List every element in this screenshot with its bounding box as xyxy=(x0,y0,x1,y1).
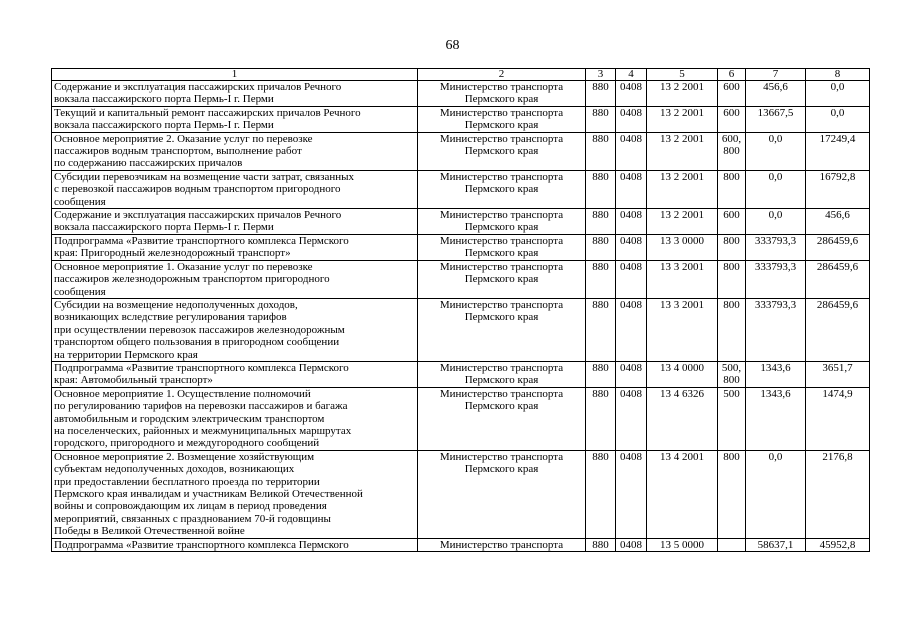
admin-code-cell: 880 xyxy=(586,361,616,387)
amount-year2-cell: 3651,7 xyxy=(806,361,870,387)
amount-year1-cell: 333793,3 xyxy=(746,260,806,298)
item-name-cell xyxy=(52,450,418,538)
table-row xyxy=(52,260,870,298)
table-row xyxy=(52,298,870,361)
item-name-cell xyxy=(52,132,418,170)
expense-type-cell-line: 600 xyxy=(723,81,740,93)
department-cell-line: Пермского края xyxy=(464,400,539,413)
item-name-cell-line: автомобильным и городским электрическим транспортом xyxy=(54,412,325,425)
table-row xyxy=(52,81,870,107)
expense-type-cell-line: 600, xyxy=(721,132,742,145)
table-row xyxy=(52,538,870,551)
amount-year1-cell: 1343,6 xyxy=(746,361,806,387)
department-cell xyxy=(418,234,586,260)
section-code-cell: 0408 xyxy=(616,450,647,538)
department-cell-line: Министерство транспорта xyxy=(439,81,564,93)
header-cell: 2 xyxy=(418,69,586,81)
item-name-cell-line: Победы в Великой Отечественной войне xyxy=(54,525,245,538)
expense-type-cell-line: 800 xyxy=(723,298,740,311)
department-cell xyxy=(418,106,586,132)
section-code-cell: 0408 xyxy=(616,170,647,208)
item-name-cell xyxy=(52,106,418,132)
section-code-cell: 0408 xyxy=(616,538,647,551)
item-name-cell-line: Субсидии на возмещение недополученных доходов, xyxy=(54,298,298,311)
header-cell: 5 xyxy=(647,69,718,81)
item-name-cell-line: вокзала пассажирского порта Пермь-I г. Перми xyxy=(54,93,274,106)
item-name-cell-line: транспортом общего пользования в пригородном сообщении xyxy=(54,336,340,349)
item-name-cell xyxy=(52,170,418,208)
amount-year1-cell: 0,0 xyxy=(746,132,806,170)
department-cell-line: Пермского края xyxy=(464,183,539,196)
table-row xyxy=(52,132,870,170)
expense-type-cell-line: 600 xyxy=(723,209,740,222)
item-name-cell-line: Основное мероприятие 1. Оказание услуг по перевозке xyxy=(54,260,313,273)
item-name-cell-line: по содержанию пассажирских причалов xyxy=(54,157,243,170)
admin-code-cell: 880 xyxy=(586,132,616,170)
admin-code-cell: 880 xyxy=(586,106,616,132)
amount-year1-cell: 58637,1 xyxy=(746,538,806,551)
amount-year2-cell: 286459,6 xyxy=(806,260,870,298)
admin-code-cell: 880 xyxy=(586,234,616,260)
amount-year1-cell: 456,6 xyxy=(746,81,806,107)
admin-code-cell: 880 xyxy=(586,170,616,208)
department-cell-line: Пермского края xyxy=(464,221,539,234)
amount-year2-cell: 17249,4 xyxy=(806,132,870,170)
expense-type-cell-line: 500, xyxy=(721,361,742,374)
item-name-cell-line: при осуществлении перевозок пассажиров железнодорожным xyxy=(54,323,345,336)
item-name-cell-line: мероприятий, связанных с празднованием 70-й годовщины xyxy=(54,512,331,525)
target-code-cell: 13 2 2001 xyxy=(647,106,718,132)
amount-year2-cell: 1474,9 xyxy=(806,387,870,450)
target-code-cell: 13 5 0000 xyxy=(647,538,718,551)
item-name-cell-line: вокзала пассажирского порта Пермь-I г. Перми xyxy=(54,221,274,234)
expense-type-cell xyxy=(718,209,746,235)
item-name-cell-line: возникающих вследствие регулирования тарифов xyxy=(54,311,287,324)
department-cell-line: Пермского края xyxy=(464,463,539,476)
expense-type-cell xyxy=(718,81,746,107)
amount-year1-cell: 0,0 xyxy=(746,450,806,538)
item-name-cell-line: Основное мероприятие 2. Возмещение хозяйствующим xyxy=(54,450,315,463)
item-name-cell-line: Текущий и капитальный ремонт пассажирских причалов Речного xyxy=(54,106,361,119)
target-code-cell: 13 4 0000 xyxy=(647,361,718,387)
department-cell-line: Министерство транспорта xyxy=(439,234,564,247)
department-cell-line: Министерство транспорта xyxy=(439,170,564,183)
department-cell-line: Министерство транспорта xyxy=(439,298,564,311)
admin-code-cell: 880 xyxy=(586,298,616,361)
expense-type-cell xyxy=(718,106,746,132)
department-cell xyxy=(418,132,586,170)
item-name-cell-line: Подпрограмма «Развитие транспортного комплекса Пермского xyxy=(54,538,349,551)
department-cell xyxy=(418,298,586,361)
item-name-cell xyxy=(52,209,418,235)
item-name-cell xyxy=(52,234,418,260)
amount-year2-cell: 0,0 xyxy=(806,81,870,107)
section-code-cell: 0408 xyxy=(616,387,647,450)
header-cell: 1 xyxy=(52,69,418,81)
department-cell-line: Министерство транспорта xyxy=(439,450,564,463)
target-code-cell: 13 4 6326 xyxy=(647,387,718,450)
expense-type-cell xyxy=(718,387,746,450)
table-body xyxy=(52,81,870,552)
expense-type-cell-line: 800 xyxy=(723,145,740,158)
item-name-cell-line: на поселенческих, районных и межмуниципальных маршрутах xyxy=(54,424,352,437)
department-cell-line: Министерство транспорта xyxy=(439,106,564,119)
table-row xyxy=(52,209,870,235)
amount-year1-cell: 0,0 xyxy=(746,209,806,235)
item-name-cell-line: сообщения xyxy=(54,285,106,298)
section-code-cell: 0408 xyxy=(616,260,647,298)
amount-year2-cell: 16792,8 xyxy=(806,170,870,208)
section-code-cell: 0408 xyxy=(616,106,647,132)
table-row xyxy=(52,234,870,260)
admin-code-cell: 880 xyxy=(586,81,616,107)
target-code-cell: 13 2 2001 xyxy=(647,170,718,208)
item-name-cell-line: с перевозкой пассажиров водным транспортом пригородного xyxy=(54,183,341,196)
section-code-cell: 0408 xyxy=(616,234,647,260)
item-name-cell xyxy=(52,538,418,551)
item-name-cell-line: Подпрограмма «Развитие транспортного комплекса Пермского xyxy=(54,361,349,374)
department-cell xyxy=(418,209,586,235)
admin-code-cell: 880 xyxy=(586,538,616,551)
table-row xyxy=(52,361,870,387)
department-cell-line: Министерство транспорта xyxy=(439,387,564,400)
expense-type-cell xyxy=(718,538,746,551)
department-cell xyxy=(418,538,586,551)
header-cell: 3 xyxy=(586,69,616,81)
department-cell-line: Министерство транспорта xyxy=(439,361,564,374)
item-name-cell-line: Содержание и эксплуатация пассажирских причалов Речного xyxy=(54,209,342,222)
table-row xyxy=(52,387,870,450)
expense-type-cell xyxy=(718,260,746,298)
department-cell xyxy=(418,81,586,107)
target-code-cell: 13 3 0000 xyxy=(647,234,718,260)
item-name-cell xyxy=(52,387,418,450)
item-name-cell-line: при предоставлении бесплатного проезда по территории xyxy=(54,475,320,488)
amount-year2-cell: 456,6 xyxy=(806,209,870,235)
target-code-cell: 13 2 2001 xyxy=(647,209,718,235)
department-cell-line: Пермского края xyxy=(464,374,539,387)
department-cell xyxy=(418,361,586,387)
expense-type-cell xyxy=(718,234,746,260)
amount-year1-cell: 333793,3 xyxy=(746,234,806,260)
item-name-cell-line: на территории Пермского края xyxy=(54,348,198,361)
target-code-cell: 13 2 2001 xyxy=(647,81,718,107)
amount-year2-cell: 45952,8 xyxy=(806,538,870,551)
expense-type-cell xyxy=(718,170,746,208)
item-name-cell xyxy=(52,361,418,387)
item-name-cell-line: пассажиров водным транспортом, выполнение работ xyxy=(54,145,302,158)
item-name-cell-line: Содержание и эксплуатация пассажирских причалов Речного xyxy=(54,81,342,93)
target-code-cell: 13 3 2001 xyxy=(647,298,718,361)
department-cell-line: Министерство транспорта xyxy=(439,132,564,145)
admin-code-cell: 880 xyxy=(586,209,616,235)
expense-type-cell xyxy=(718,298,746,361)
department-cell-line: Пермского края xyxy=(464,93,539,106)
amount-year2-cell: 286459,6 xyxy=(806,298,870,361)
item-name-cell xyxy=(52,260,418,298)
item-name-cell-line: Основное мероприятие 2. Оказание услуг по перевозке xyxy=(54,132,313,145)
item-name-cell xyxy=(52,298,418,361)
expense-type-cell-line: 500 xyxy=(723,387,740,400)
admin-code-cell: 880 xyxy=(586,387,616,450)
header-cell: 6 xyxy=(718,69,746,81)
expense-type-cell xyxy=(718,132,746,170)
department-cell xyxy=(418,260,586,298)
item-name-cell-line: по регулированию тарифов на перевозки пассажиров и багажа xyxy=(54,400,348,413)
expense-type-cell-line: 800 xyxy=(723,450,740,463)
department-cell xyxy=(418,170,586,208)
item-name-cell-line: вокзала пассажирского порта Пермь-I г. Перми xyxy=(54,119,274,132)
department-cell xyxy=(418,387,586,450)
item-name-cell-line: Подпрограмма «Развитие транспортного комплекса Пермского xyxy=(54,234,349,247)
item-name-cell-line: Субсидии перевозчикам на возмещение части затрат, связанных xyxy=(54,170,355,183)
item-name-cell-line: края: Пригородный железнодорожный транспорт» xyxy=(54,247,291,260)
department-cell xyxy=(418,450,586,538)
department-cell-line: Министерство транспорта xyxy=(439,260,564,273)
item-name-cell-line: края: Автомобильный транспорт» xyxy=(54,374,213,387)
item-name-cell-line: Пермского края инвалидам и участникам Великой Отечественной xyxy=(54,488,363,500)
expense-type-cell xyxy=(718,361,746,387)
amount-year2-cell: 286459,6 xyxy=(806,234,870,260)
amount-year1-cell: 1343,6 xyxy=(746,387,806,450)
section-code-cell: 0408 xyxy=(616,132,647,170)
expense-type-cell-line: 600 xyxy=(723,106,740,119)
section-code-cell: 0408 xyxy=(616,361,647,387)
table-row xyxy=(52,170,870,208)
budget-table xyxy=(51,68,870,552)
header-cell: 8 xyxy=(806,69,870,81)
table-row xyxy=(52,106,870,132)
target-code-cell: 13 3 2001 xyxy=(647,260,718,298)
section-code-cell: 0408 xyxy=(616,209,647,235)
department-cell-line: Пермского края xyxy=(464,119,539,132)
expense-type-cell-line: 800 xyxy=(723,260,740,273)
item-name-cell-line: сообщения xyxy=(54,195,106,208)
department-cell-line: Министерство транспорта xyxy=(439,538,564,551)
department-cell-line: Пермского края xyxy=(464,311,539,324)
table-row xyxy=(52,450,870,538)
department-cell-line: Пермского края xyxy=(464,145,539,158)
expense-type-cell-line: 800 xyxy=(723,170,740,183)
header-cell: 7 xyxy=(746,69,806,81)
expense-type-cell xyxy=(718,450,746,538)
amount-year1-cell: 333793,3 xyxy=(746,298,806,361)
amount-year1-cell: 13667,5 xyxy=(746,106,806,132)
admin-code-cell: 880 xyxy=(586,260,616,298)
item-name-cell-line: Основное мероприятие 1. Осуществление полномочий xyxy=(54,387,311,400)
target-code-cell: 13 4 2001 xyxy=(647,450,718,538)
amount-year2-cell: 0,0 xyxy=(806,106,870,132)
expense-type-cell-line: 800 xyxy=(723,234,740,247)
target-code-cell: 13 2 2001 xyxy=(647,132,718,170)
department-cell-line: Министерство транспорта xyxy=(439,209,564,222)
expense-type-cell-line: 800 xyxy=(723,374,740,387)
department-cell-line: Пермского края xyxy=(464,273,539,286)
amount-year2-cell: 2176,8 xyxy=(806,450,870,538)
admin-code-cell: 880 xyxy=(586,450,616,538)
section-code-cell: 0408 xyxy=(616,81,647,107)
amount-year1-cell: 0,0 xyxy=(746,170,806,208)
item-name-cell-line: городского, пригородного и междугородного сообщений xyxy=(54,437,320,450)
item-name-cell-line: пассажиров железнодорожным транспортом пригородного xyxy=(54,273,330,286)
page-number: 68 xyxy=(445,38,460,53)
item-name-cell xyxy=(52,81,418,107)
header-row xyxy=(52,69,870,81)
item-name-cell-line: субъектам недополученных доходов, возникающих xyxy=(54,463,295,476)
header-cell: 4 xyxy=(616,69,647,81)
department-cell-line: Пермского края xyxy=(464,247,539,260)
item-name-cell-line: войны и сопровождающим их лицам в период проведения xyxy=(54,500,327,513)
section-code-cell: 0408 xyxy=(616,298,647,361)
